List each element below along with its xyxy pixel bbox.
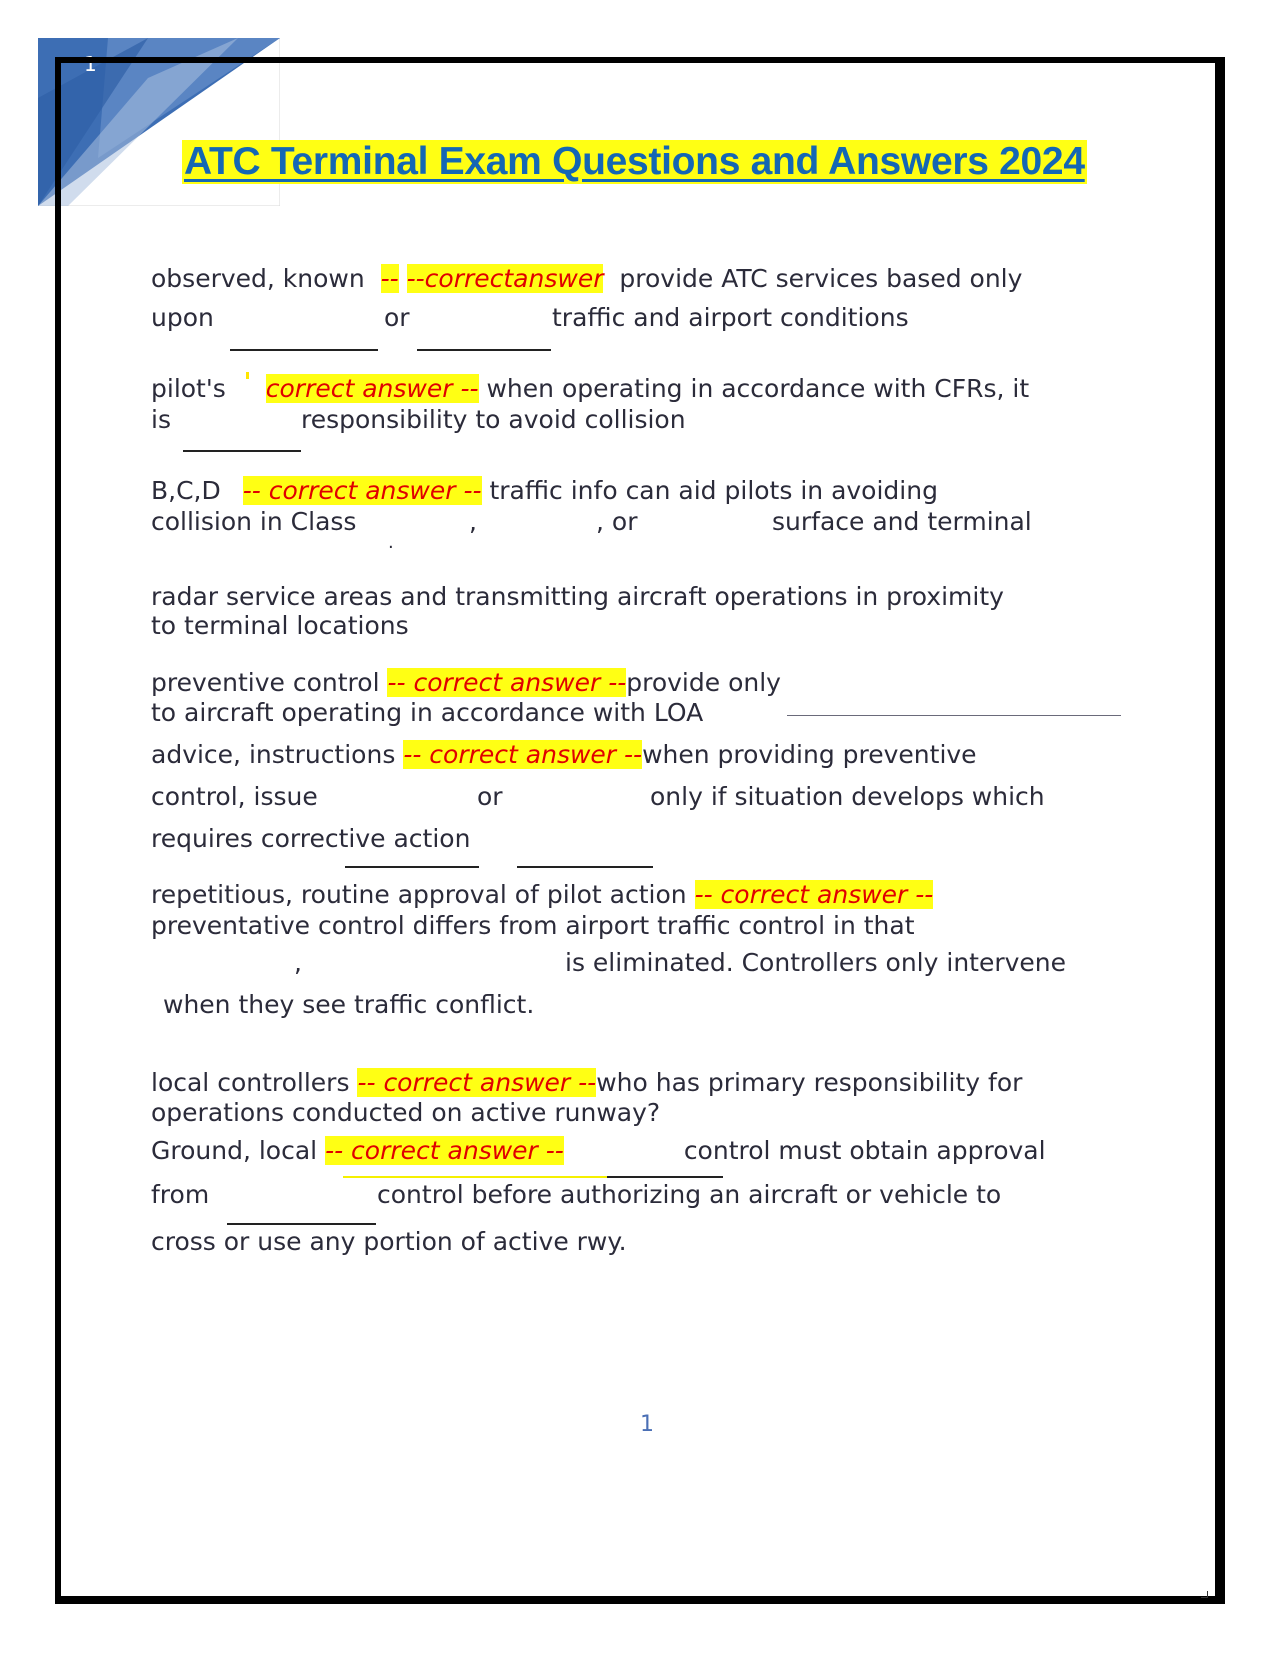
qa-1-line-2a: upon	[151, 303, 214, 332]
answer-marker: --correctanswer	[406, 264, 604, 293]
qa-9-line-3: cross or use any portion of active rwy.	[151, 1227, 627, 1256]
qa-3-line-1: B,C,D -- correct answer -- traffic info can aid pilots in avoiding	[151, 476, 938, 505]
answer-marker: -- correct answer --	[325, 1136, 564, 1165]
qa-1-line-2c: traffic and airport conditions	[552, 303, 909, 332]
qa-7-line-3b: is eliminated. Controllers only intervene	[565, 948, 1067, 977]
qa-7-line-4: when they see traffic conflict.	[163, 990, 535, 1019]
qa-6-line-2a: control, issue	[151, 782, 318, 811]
qa-6-line-3: requires corrective action	[151, 824, 471, 853]
qa-3-line-2b: ,	[469, 507, 477, 536]
qa-8-line-2: operations conducted on active runway?	[151, 1098, 661, 1127]
answer-marker: correct answer --	[265, 374, 479, 403]
fill-blank	[607, 1176, 723, 1178]
answer-marker: -- correct answer --	[403, 740, 643, 769]
answer-marker: -- correct answer --	[694, 880, 934, 909]
qa-5-line-2: to aircraft operating in accordance with LOA	[151, 698, 704, 727]
qa-7-line-2: preventative control differs from airport traffic control in that	[151, 911, 915, 940]
qa-6-line-1: advice, instructions -- correct answer --when providing preventive	[151, 740, 977, 769]
qa-9-line-1: Ground, local -- correct answer -- control must obtain approval	[151, 1136, 1046, 1165]
qa-9-line-2a: from	[151, 1180, 210, 1209]
qa-9-line-2b: control before authorizing an aircraft or vehicle to	[377, 1180, 1002, 1209]
qa-1-line-2b: or	[384, 303, 410, 332]
fill-blank	[183, 450, 301, 452]
fill-blank	[345, 866, 479, 868]
qa-7-line-3a: ,	[294, 948, 302, 977]
answer-marker: -- correct answer --	[387, 668, 627, 697]
qa-3-line-2a: collision in Class	[151, 507, 357, 536]
highlight-underline	[343, 1176, 607, 1178]
answer-marker: --	[380, 264, 399, 293]
qa-4-line-1: radar service areas and transmitting aircraft operations in proximity	[151, 582, 1004, 611]
qa-3-line-2d: surface and terminal	[772, 507, 1032, 536]
qa-7-line-1: repetitious, routine approval of pilot action -- correct answer --	[151, 880, 934, 909]
answer-marker: -- correct answer --	[242, 476, 482, 505]
fill-blank	[517, 866, 653, 868]
answer-marker: -- correct answer --	[357, 1068, 597, 1097]
qa-6-line-2c: only if situation develops which	[650, 782, 1045, 811]
qa-6-line-2b: or	[477, 782, 503, 811]
qa-8-line-1: local controllers -- correct answer --who has primary responsibility for	[151, 1068, 1023, 1097]
qa-2-line-2b: responsibility to avoid collision	[301, 405, 686, 434]
corner-page-number: 1	[84, 52, 97, 76]
page-number: 1	[640, 1412, 654, 1437]
qa-1-line-1: observed, known -- --correctanswer provide ATC services based only	[151, 264, 1023, 293]
document-title: ATC Terminal Exam Questions and Answers 2024	[184, 140, 1085, 183]
stray-period: .	[388, 532, 394, 553]
qa-2-line-1: pilot's correct answer -- when operating in accordance with CFRs, it	[151, 374, 1030, 403]
fill-blank	[230, 349, 378, 351]
fill-blank	[787, 715, 1121, 716]
fill-blank	[417, 349, 551, 351]
qa-3-line-2c: , or	[596, 507, 638, 536]
qa-4-line-2: to terminal locations	[151, 611, 409, 640]
qa-5-line-1: preventive control -- correct answer --provide only	[151, 668, 781, 697]
fill-blank	[227, 1223, 376, 1225]
qa-2-line-2a: is	[151, 405, 171, 434]
border-corner-mark	[1201, 1591, 1208, 1598]
